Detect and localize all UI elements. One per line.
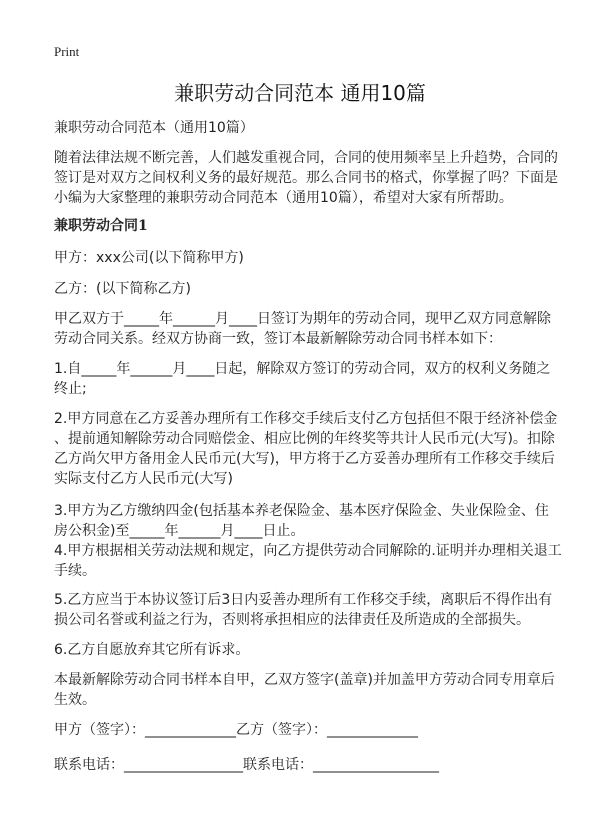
paragraph-line: 劳动合同关系。经双方协商一致，签订本最新解除劳动合同书样本如下： — [54, 331, 502, 347]
item-4-line: 4.甲方根据相关劳动法规和规定，向乙方提供劳动合同解除的.证明并办理相关退工 — [54, 543, 562, 559]
item-4-line: 手续。 — [54, 563, 96, 579]
closing-line: 本最新解除劳动合同书样本自甲，乙双方签字(盖章)并加盖甲方劳动合同专用章后 — [54, 672, 555, 688]
intro-line: 小编为大家整理的兼职劳动合同范本（通用10篇），希望对大家有所帮助。 — [54, 190, 513, 206]
item-5-line: 5.乙方应当于本协议签订后3日内妥善办理所有工作移交手续，离职后不得作出有 — [54, 592, 553, 608]
page-title: 兼职劳动合同范本 通用10篇 — [174, 81, 426, 105]
item-2-line: 乙方尚欠甲方备用金人民币元(大写)，甲方将于乙方妥善办理所有工作移交手续后 — [54, 451, 555, 467]
signature-line: 甲方（签字）：_____________乙方（签字）：_____________ — [54, 722, 418, 738]
print-link[interactable]: Print — [54, 44, 80, 59]
item-2-line: 、提前通知解除劳动合同赔偿金、相应比例的年终奖等共计人民币元(大写)。扣除 — [54, 431, 555, 447]
subtitle: 兼职劳动合同范本（通用10篇） — [54, 120, 254, 136]
item-5-line: 损公司名誉或利益之行为，否则将承担相应的法律责任及所造成的全部损失。 — [54, 612, 530, 628]
item-2-line: 实际支付乙方人民币元(大写) — [54, 471, 233, 487]
closing-line: 生效。 — [54, 692, 96, 708]
item-1-line: 1.自_____年______月____日起，解除双方签订的劳动合同，双方的权利义务随之 — [54, 361, 551, 377]
intro-line: 签订是对双方之间权利义务的最好规范。那么合同书的格式，你掌握了吗？下面是 — [54, 170, 558, 186]
party-a: 甲方：xxx公司(以下简称甲方) — [54, 250, 244, 266]
intro-line: 随着法律法规不断完善，人们越发重视合同，合同的使用频率呈上升趋势，合同的 — [54, 150, 558, 166]
item-3-line: 3.甲方为乙方缴纳四金(包括基本养老保险金、基本医疗保险金、失业保险金、住 — [54, 503, 549, 519]
paragraph-line: 甲乙双方于_____年______月____日签订为期年的劳动合同，现甲乙双方同意解除 — [54, 311, 551, 327]
item-2-line: 2.甲方同意在乙方妥善办理所有工作移交手续后支付乙方包括但不限于经济补偿金 — [54, 411, 558, 427]
item-1-line: 终止; — [54, 381, 87, 397]
party-b: 乙方：(以下简称乙方) — [54, 281, 191, 297]
section-heading: 兼职劳动合同1 — [54, 218, 148, 234]
phone-line: 联系电话：_________________联系电话：__________________ — [54, 757, 439, 773]
item-3-line: 房公积金)至_____年______月____日止。 — [54, 523, 305, 539]
item-6: 6.乙方自愿放弃其它所有诉求。 — [54, 642, 250, 658]
